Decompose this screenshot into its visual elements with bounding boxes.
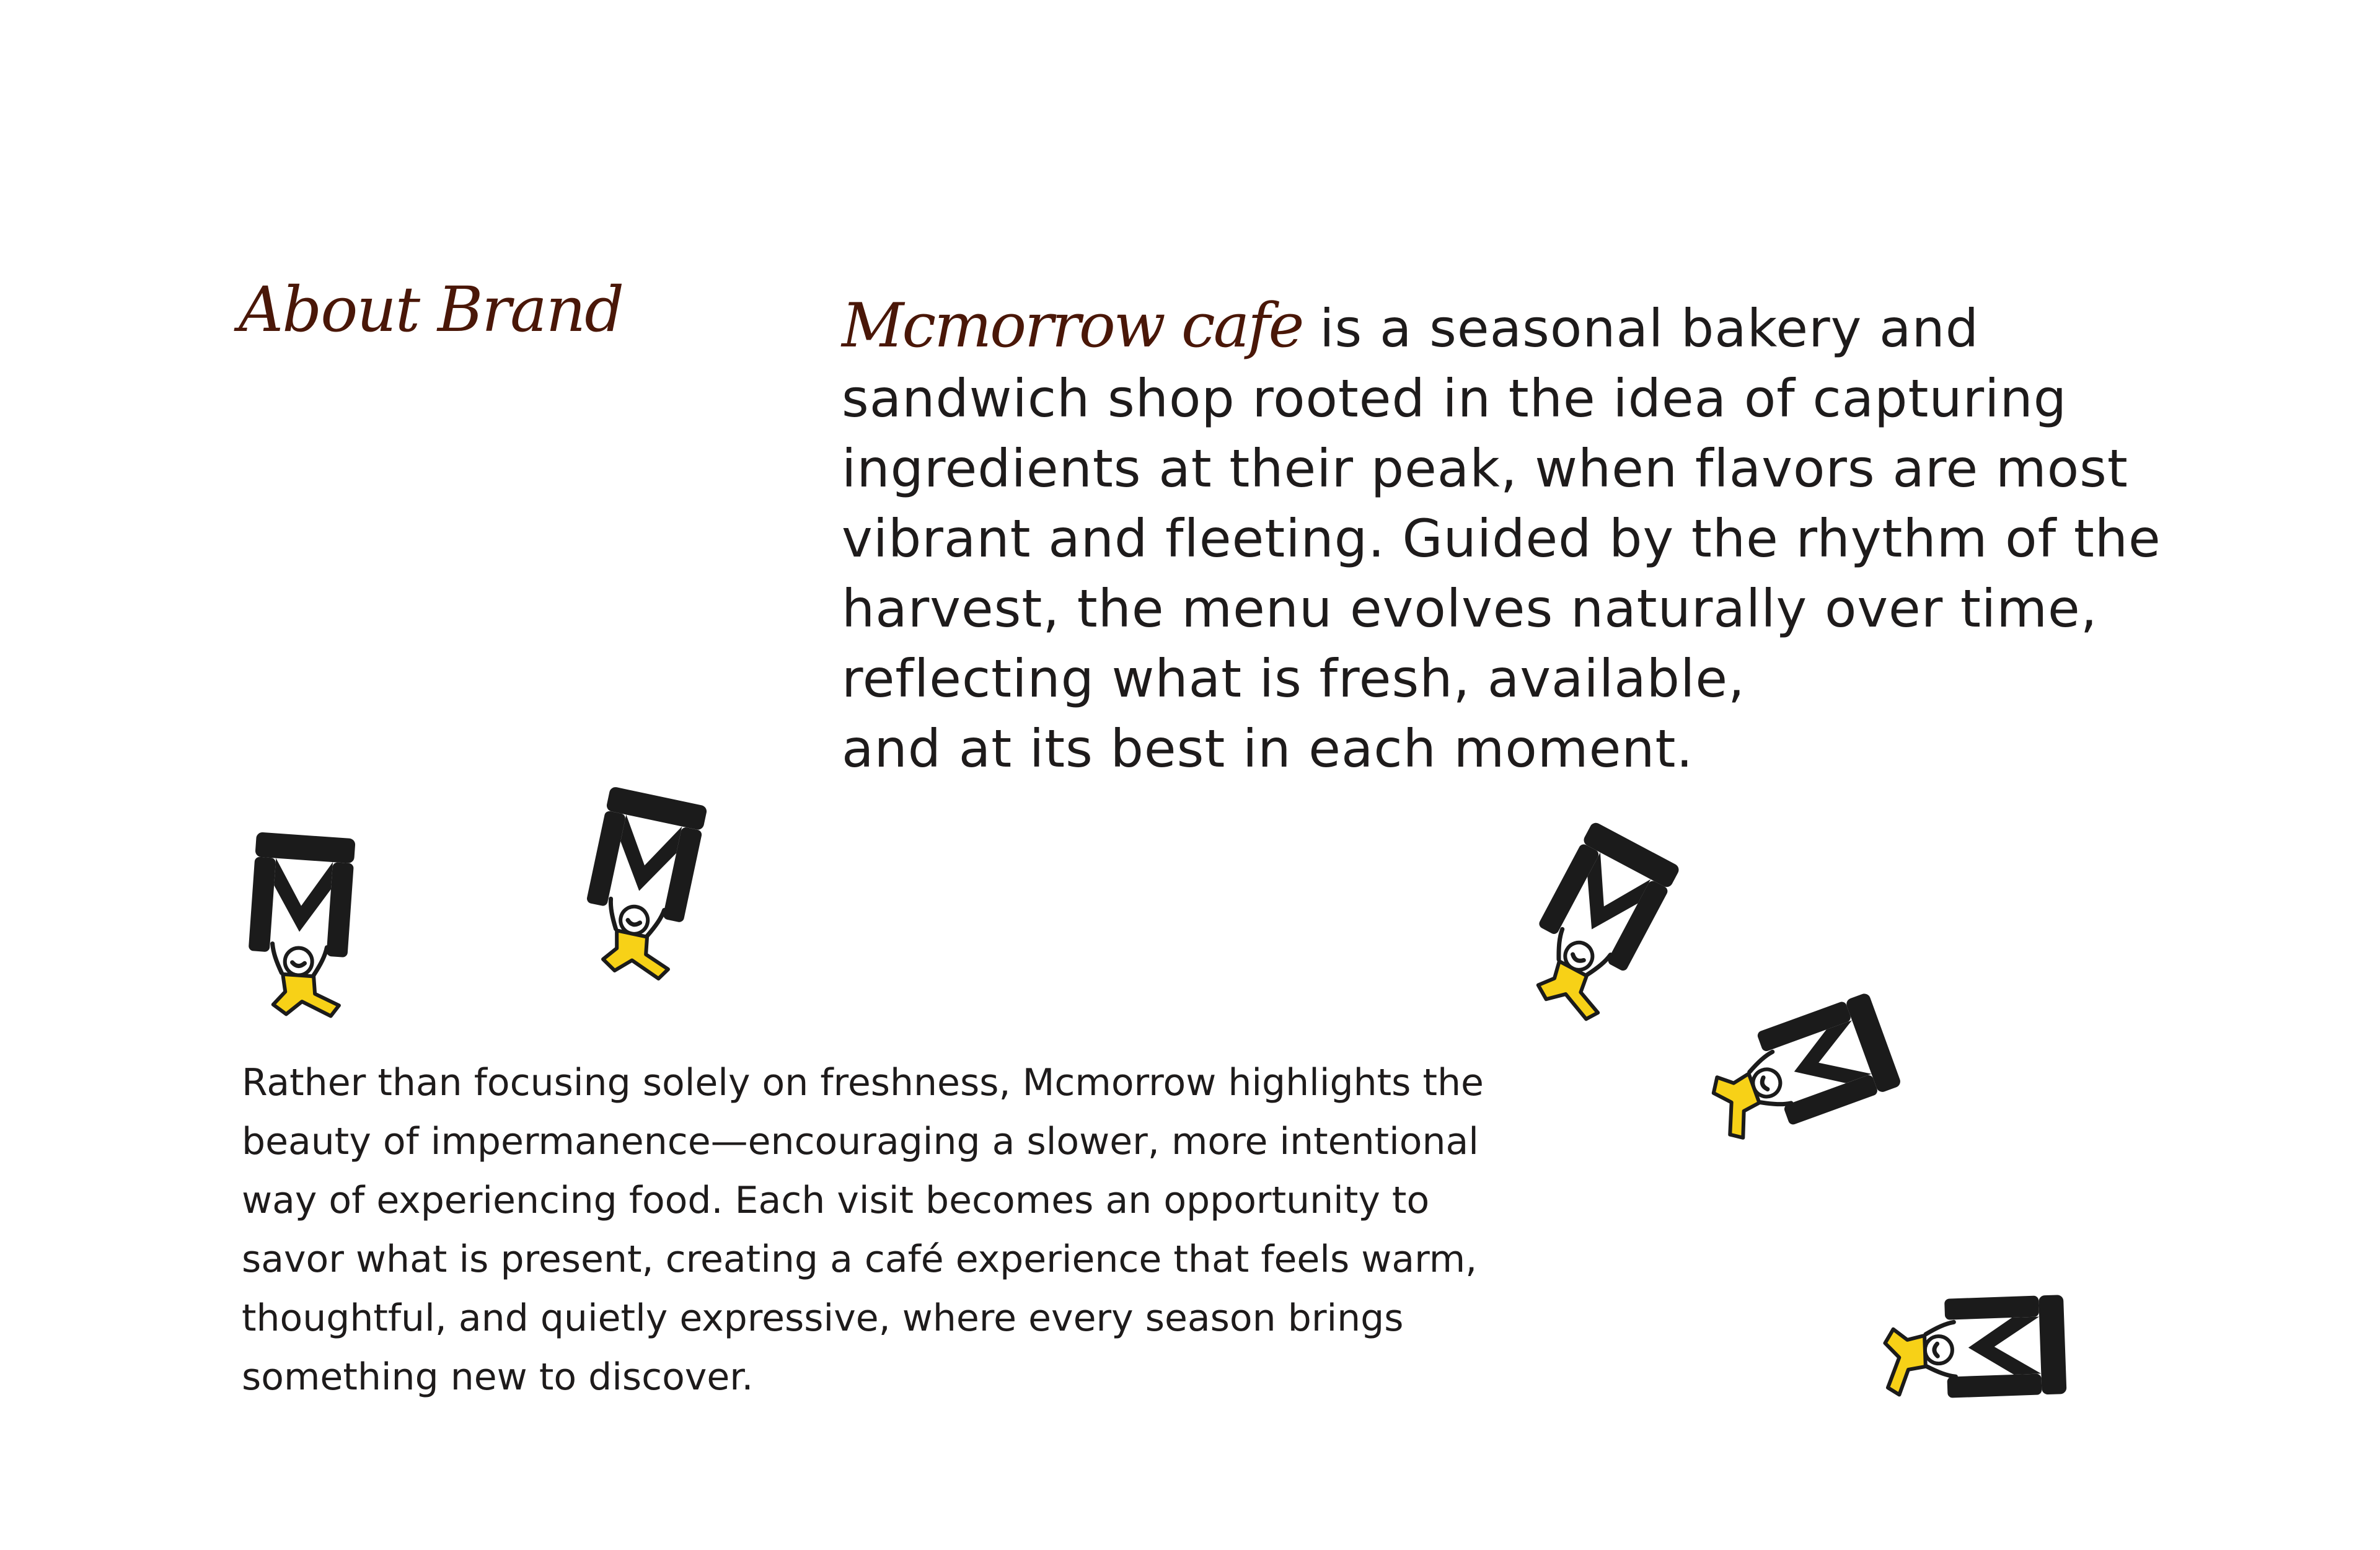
section-title: About Brand [239, 273, 624, 346]
mascot-graphic [1495, 809, 1703, 1037]
m-carrier-mascot-icon [1882, 1280, 2072, 1422]
mascot-graphic [229, 826, 378, 1021]
m-carrier-mascot-icon [1495, 809, 1703, 1037]
mascot-body [601, 929, 674, 982]
intro-paragraph [842, 291, 2205, 784]
body-line-3: way of experiencing food. Each visit becomes an opportunity to [242, 1179, 1430, 1222]
body-line-5: thoughtful, and quietly expressive, where every season brings [242, 1297, 1404, 1340]
body-line-1: Rather than focusing solely on freshness, Mcmorrow highlights the [242, 1061, 1484, 1104]
mascot-graphic [1882, 1280, 2072, 1422]
mascot-graphic [558, 778, 731, 988]
intro-line-1 [842, 291, 2205, 364]
m-letter-shape [249, 832, 356, 958]
intro-line-6: reflecting what is fresh, available, [842, 648, 1745, 709]
intro-line-5: harvest, the menu evolves naturally over time, [842, 578, 2098, 639]
m-letter-shape [586, 786, 707, 923]
m-carrier-mascot-icon [229, 826, 378, 1021]
intro-line-2: sandwich shop rooted in the idea of capturing [842, 368, 2068, 429]
mascot-body [273, 974, 341, 1018]
body-line-4: savor what is present, creating a café experience that feels warm, [242, 1238, 1478, 1281]
mascot-graphic [1693, 976, 1914, 1168]
mascot-head [284, 947, 313, 976]
m-letter-shape [1944, 1295, 2066, 1398]
m-carrier-mascot-icon [558, 778, 731, 988]
body-paragraph [242, 1054, 1636, 1407]
mascot-body [1885, 1328, 1927, 1395]
body-line-6: something new to discover. [242, 1355, 754, 1399]
intro-line-text: is a seasonal bakery and [1302, 298, 1980, 359]
m-carrier-mascot-icon [1693, 976, 1914, 1168]
body-line-2: beauty of impermanence—encouraging a slower, more intentional [242, 1120, 1479, 1163]
intro-line-3: ingredients at their peak, when flavors are most [842, 438, 2128, 499]
mascot-head [1924, 1336, 1953, 1364]
brand-name: Mcmorrow cafe [842, 291, 1303, 361]
intro-line-4: vibrant and fleeting. Guided by the rhythm of the [842, 508, 2161, 569]
intro-line-7: and at its best in each moment. [842, 718, 1694, 779]
